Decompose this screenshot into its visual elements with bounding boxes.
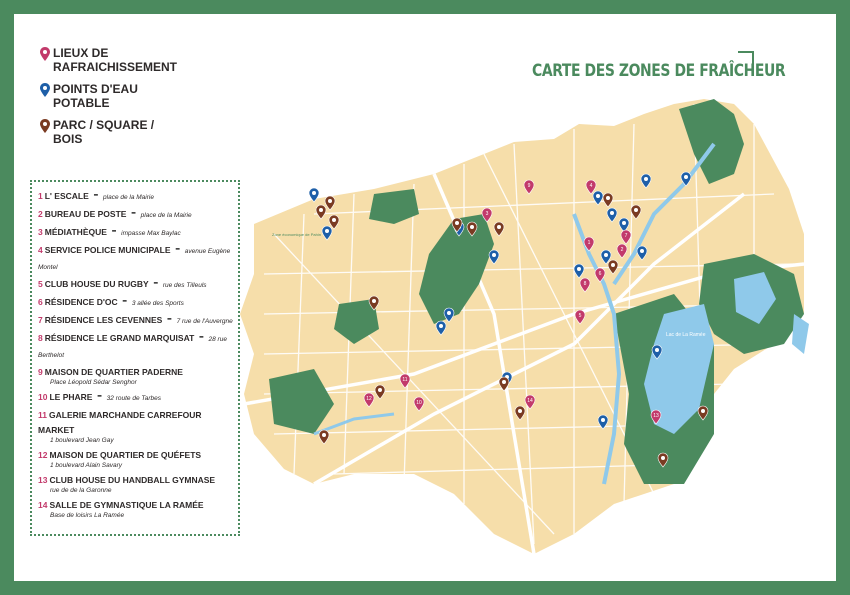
place-address: Place Léopold Sédar Senghor xyxy=(50,379,137,386)
place-number: 1 xyxy=(38,191,43,201)
place-name: GALERIE MARCHANDE CARREFOUR MARKET xyxy=(38,410,202,435)
place-name: MÉDIATHÈQUE xyxy=(44,227,107,237)
place-item: 1 L' ESCALE - place de la Mairie xyxy=(38,186,154,203)
place-address: 28 rue Berthelot xyxy=(38,336,227,359)
place-name: CLUB HOUSE DU HANDBALL GYMNASE xyxy=(49,475,216,485)
place-number: 7 xyxy=(38,315,43,325)
place-address: place de la Mairie xyxy=(140,212,192,219)
legend-item-water xyxy=(40,82,183,110)
pin-number: 1 xyxy=(587,240,591,246)
pin-number: 8 xyxy=(583,281,587,287)
place-address: impasse Max Baylac xyxy=(121,230,181,237)
place-item xyxy=(38,364,234,387)
legend-item-park xyxy=(40,118,183,146)
place-item xyxy=(38,472,234,495)
place-address: rue des Tilleuls xyxy=(162,282,207,289)
pin-number: 10 xyxy=(416,400,422,406)
place-name: SALLE DE GYMNASTIQUE LA RAMÉE xyxy=(49,500,204,510)
place-item: 3 MÉDIATHÈQUE - impasse Max Baylac xyxy=(38,222,181,239)
place-name: MAISON DE QUARTIER PADERNE xyxy=(44,367,183,377)
pin-number: 14 xyxy=(527,398,533,404)
place-item xyxy=(38,407,234,445)
place-address: 1 boulevard Jean Gay xyxy=(50,437,114,444)
place-number: 5 xyxy=(38,279,43,289)
legend-label-park: PARC / SQUARE / BOIS xyxy=(53,118,155,146)
place-name: LE PHARE xyxy=(49,392,93,402)
place-item: 5 CLUB HOUSE DU RUGBY - rue des Tilleuls xyxy=(38,274,207,291)
place-name: SERVICE POLICE MUNICIPALE xyxy=(44,245,171,255)
map-sheet xyxy=(14,14,836,581)
pin-number: 3 xyxy=(485,211,489,217)
place-name: CLUB HOUSE DU RUGBY xyxy=(44,279,149,289)
blue-pin-icon xyxy=(40,83,50,97)
place-name: RÉSIDENCE LES CEVENNES xyxy=(44,315,163,325)
place-number: 6 xyxy=(38,297,43,307)
place-name: RÉSIDENCE D'OC xyxy=(44,297,118,307)
place-number: 4 xyxy=(38,245,43,255)
places-list xyxy=(30,180,240,536)
legend-label-cooling: LIEUX DE RAFRAICHISSEMENT xyxy=(53,46,178,74)
place-number: 14 xyxy=(38,500,48,510)
place-item: 8 RÉSIDENCE LE GRAND MARQUISAT - 28 rue Berthelot xyxy=(38,328,227,359)
place-number: 8 xyxy=(38,333,43,343)
place-item xyxy=(38,447,234,470)
pin-number: 4 xyxy=(589,183,593,189)
place-item: 6 RÉSIDENCE D'OC - 3 allée des Sports xyxy=(38,292,184,309)
pin-number: 7 xyxy=(624,233,628,239)
place-number: 9 xyxy=(38,367,43,377)
place-address: avenue Eugène Montel xyxy=(38,248,231,271)
place-address: place de la Mairie xyxy=(103,194,154,201)
place-number: 11 xyxy=(38,410,47,420)
pin-number: 11 xyxy=(402,377,408,383)
place-address: 3 allée des Sports xyxy=(131,300,184,307)
pin-number: 13 xyxy=(653,413,659,419)
place-number: 13 xyxy=(38,475,48,485)
place-address: 7 rue de l'Auvergne xyxy=(176,318,233,325)
place-number: 10 xyxy=(38,392,48,402)
place-item: 7 RÉSIDENCE LES CEVENNES - 7 rue de l'Auvergne xyxy=(38,310,233,327)
title-corner-decoration xyxy=(738,51,754,67)
pin-number: 2 xyxy=(620,247,624,253)
place-name: MAISON DE QUARTIER DE QUÉFETS xyxy=(49,450,202,460)
place-name: RÉSIDENCE LE GRAND MARQUISAT xyxy=(44,333,195,343)
zone-label: Zone économique de Pahin xyxy=(272,232,321,237)
legend-label-water: POINTS D'EAU POTABLE xyxy=(53,82,138,110)
place-number: 12 xyxy=(38,450,48,460)
place-address: 32 route de Tarbes xyxy=(106,395,161,402)
brown-pin-icon xyxy=(40,119,50,133)
pin-number: 6 xyxy=(598,271,602,277)
pin-number: 9 xyxy=(527,183,531,189)
place-item: 10 LE PHARE - 32 route de Tarbes xyxy=(38,387,161,404)
place-name: L' ESCALE xyxy=(44,191,89,201)
place-address: Base de loisirs La Ramée xyxy=(50,512,125,519)
legend-item-cooling xyxy=(40,46,183,74)
pink-pin-icon xyxy=(40,47,50,61)
place-name: BUREAU DE POSTE xyxy=(44,209,127,219)
place-address: 1 boulevard Alain Savary xyxy=(50,462,123,469)
place-item: 2 BUREAU DE POSTE - place de la Mairie xyxy=(38,204,192,221)
place-address: rue de de la Garonne xyxy=(50,487,112,494)
page-title: CARTE DES ZONES DE FRAÎCHEUR xyxy=(532,61,786,81)
place-item: 4 SERVICE POLICE MUNICIPALE - avenue Eugène Montel xyxy=(38,240,231,271)
pin-number: 5 xyxy=(578,313,582,319)
place-number: 2 xyxy=(38,209,43,219)
place-item xyxy=(38,497,234,520)
lake-label: Lac de La Ramée xyxy=(666,332,706,338)
legend xyxy=(40,46,183,154)
place-number: 3 xyxy=(38,227,43,237)
pin-number: 12 xyxy=(366,396,372,402)
